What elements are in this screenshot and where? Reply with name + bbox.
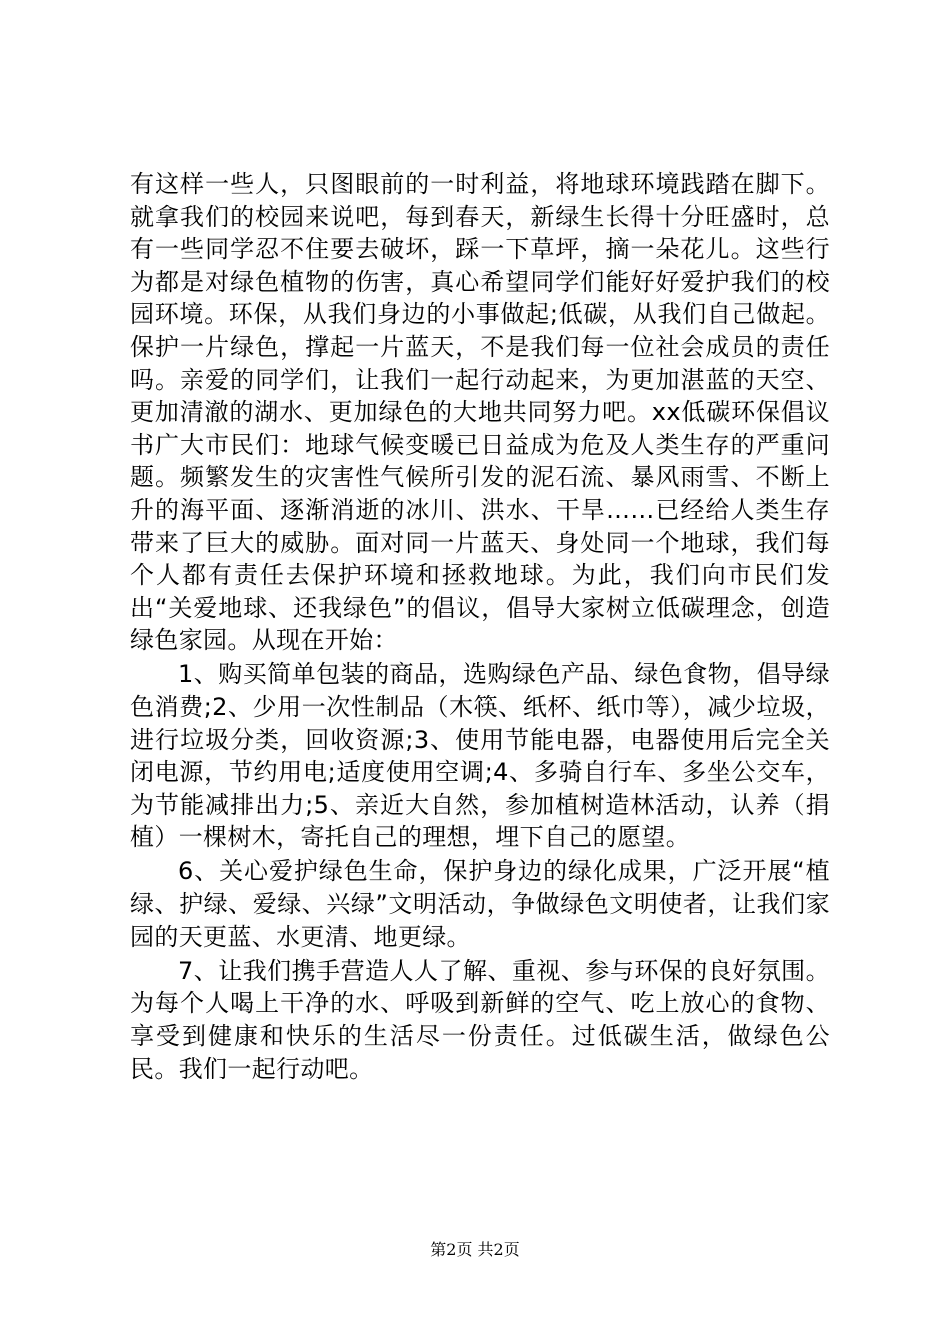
paragraph-item-6: 6、关心爱护绿色生命，保护身边的绿化成果，广泛开展“植绿、护绿、爱绿、兴绿”文明活动，争做绿色文明使者，让我们家园的天更蓝、水更清、地更绿。 [130,857,830,951]
paragraph-item-1-5: 1、购买简单包装的商品，选购绿色产品、绿色食物，倡导绿色消费;2、少用一次性制品（木筷、纸杯、纸巾等），减少垃圾，进行垃圾分类，回收资源;3、使用节能电器，电器使用后完全关闭电源，节约用电;适度使用空调;4、多骑自行车、多坐公交车，为节能减排出力;5、亲近大自然，参加植树造林活动，认养（捐植）一棵树木，寄托自己的理想，埋下自己的愿望。 [130,660,830,852]
page-number-footer: 第2页 共2页 [430,1240,520,1259]
document-body [130,168,830,1085]
paragraph-intro: 有这样一些人，只图眼前的一时利益，将地球环境践踏在脚下。就拿我们的校园来说吧，每到春天，新绿生长得十分旺盛时，总有一些同学忍不住要去破坏，踩一下草坪，摘一朵花儿。这些行为都是对绿色植物的伤害，真心希望同学们能好好爱护我们的校园环境。环保，从我们身边的小事做起;低碳，从我们自己做起。保护一片绿色，撑起一片蓝天，不是我们每一位社会成员的责任吗。亲爱的同学们，让我们一起行动起来，为更加湛蓝的天空、更加清澈的湖水、更加绿色的大地共同努力吧。xx低碳环保倡议书广大市民们：地球气候变暖已日益成为危及人类生存的严重问题。频繁发生的灾害性气候所引发的泥石流、暴风雨雪、不断上升的海平面、逐渐消逝的冰川、洪水、干旱……已经给人类生存带来了巨大的威胁。面对同一片蓝天、身处同一个地球，我们每个人都有责任去保护环境和拯救地球。为此，我们向市民们发出“关爱地球、还我绿色”的倡议，倡导大家树立低碳理念，创造绿色家园。从现在开始： [130,170,830,655]
paragraph-item-7: 7、让我们携手营造人人了解、重视、参与环保的良好氛围。为每个人喝上干净的水、呼吸到新鲜的空气、吃上放心的食物、享受到健康和快乐的生活尽一份责任。过低碳生活，做绿色公民。我们一起行动吧。 [130,956,830,1083]
